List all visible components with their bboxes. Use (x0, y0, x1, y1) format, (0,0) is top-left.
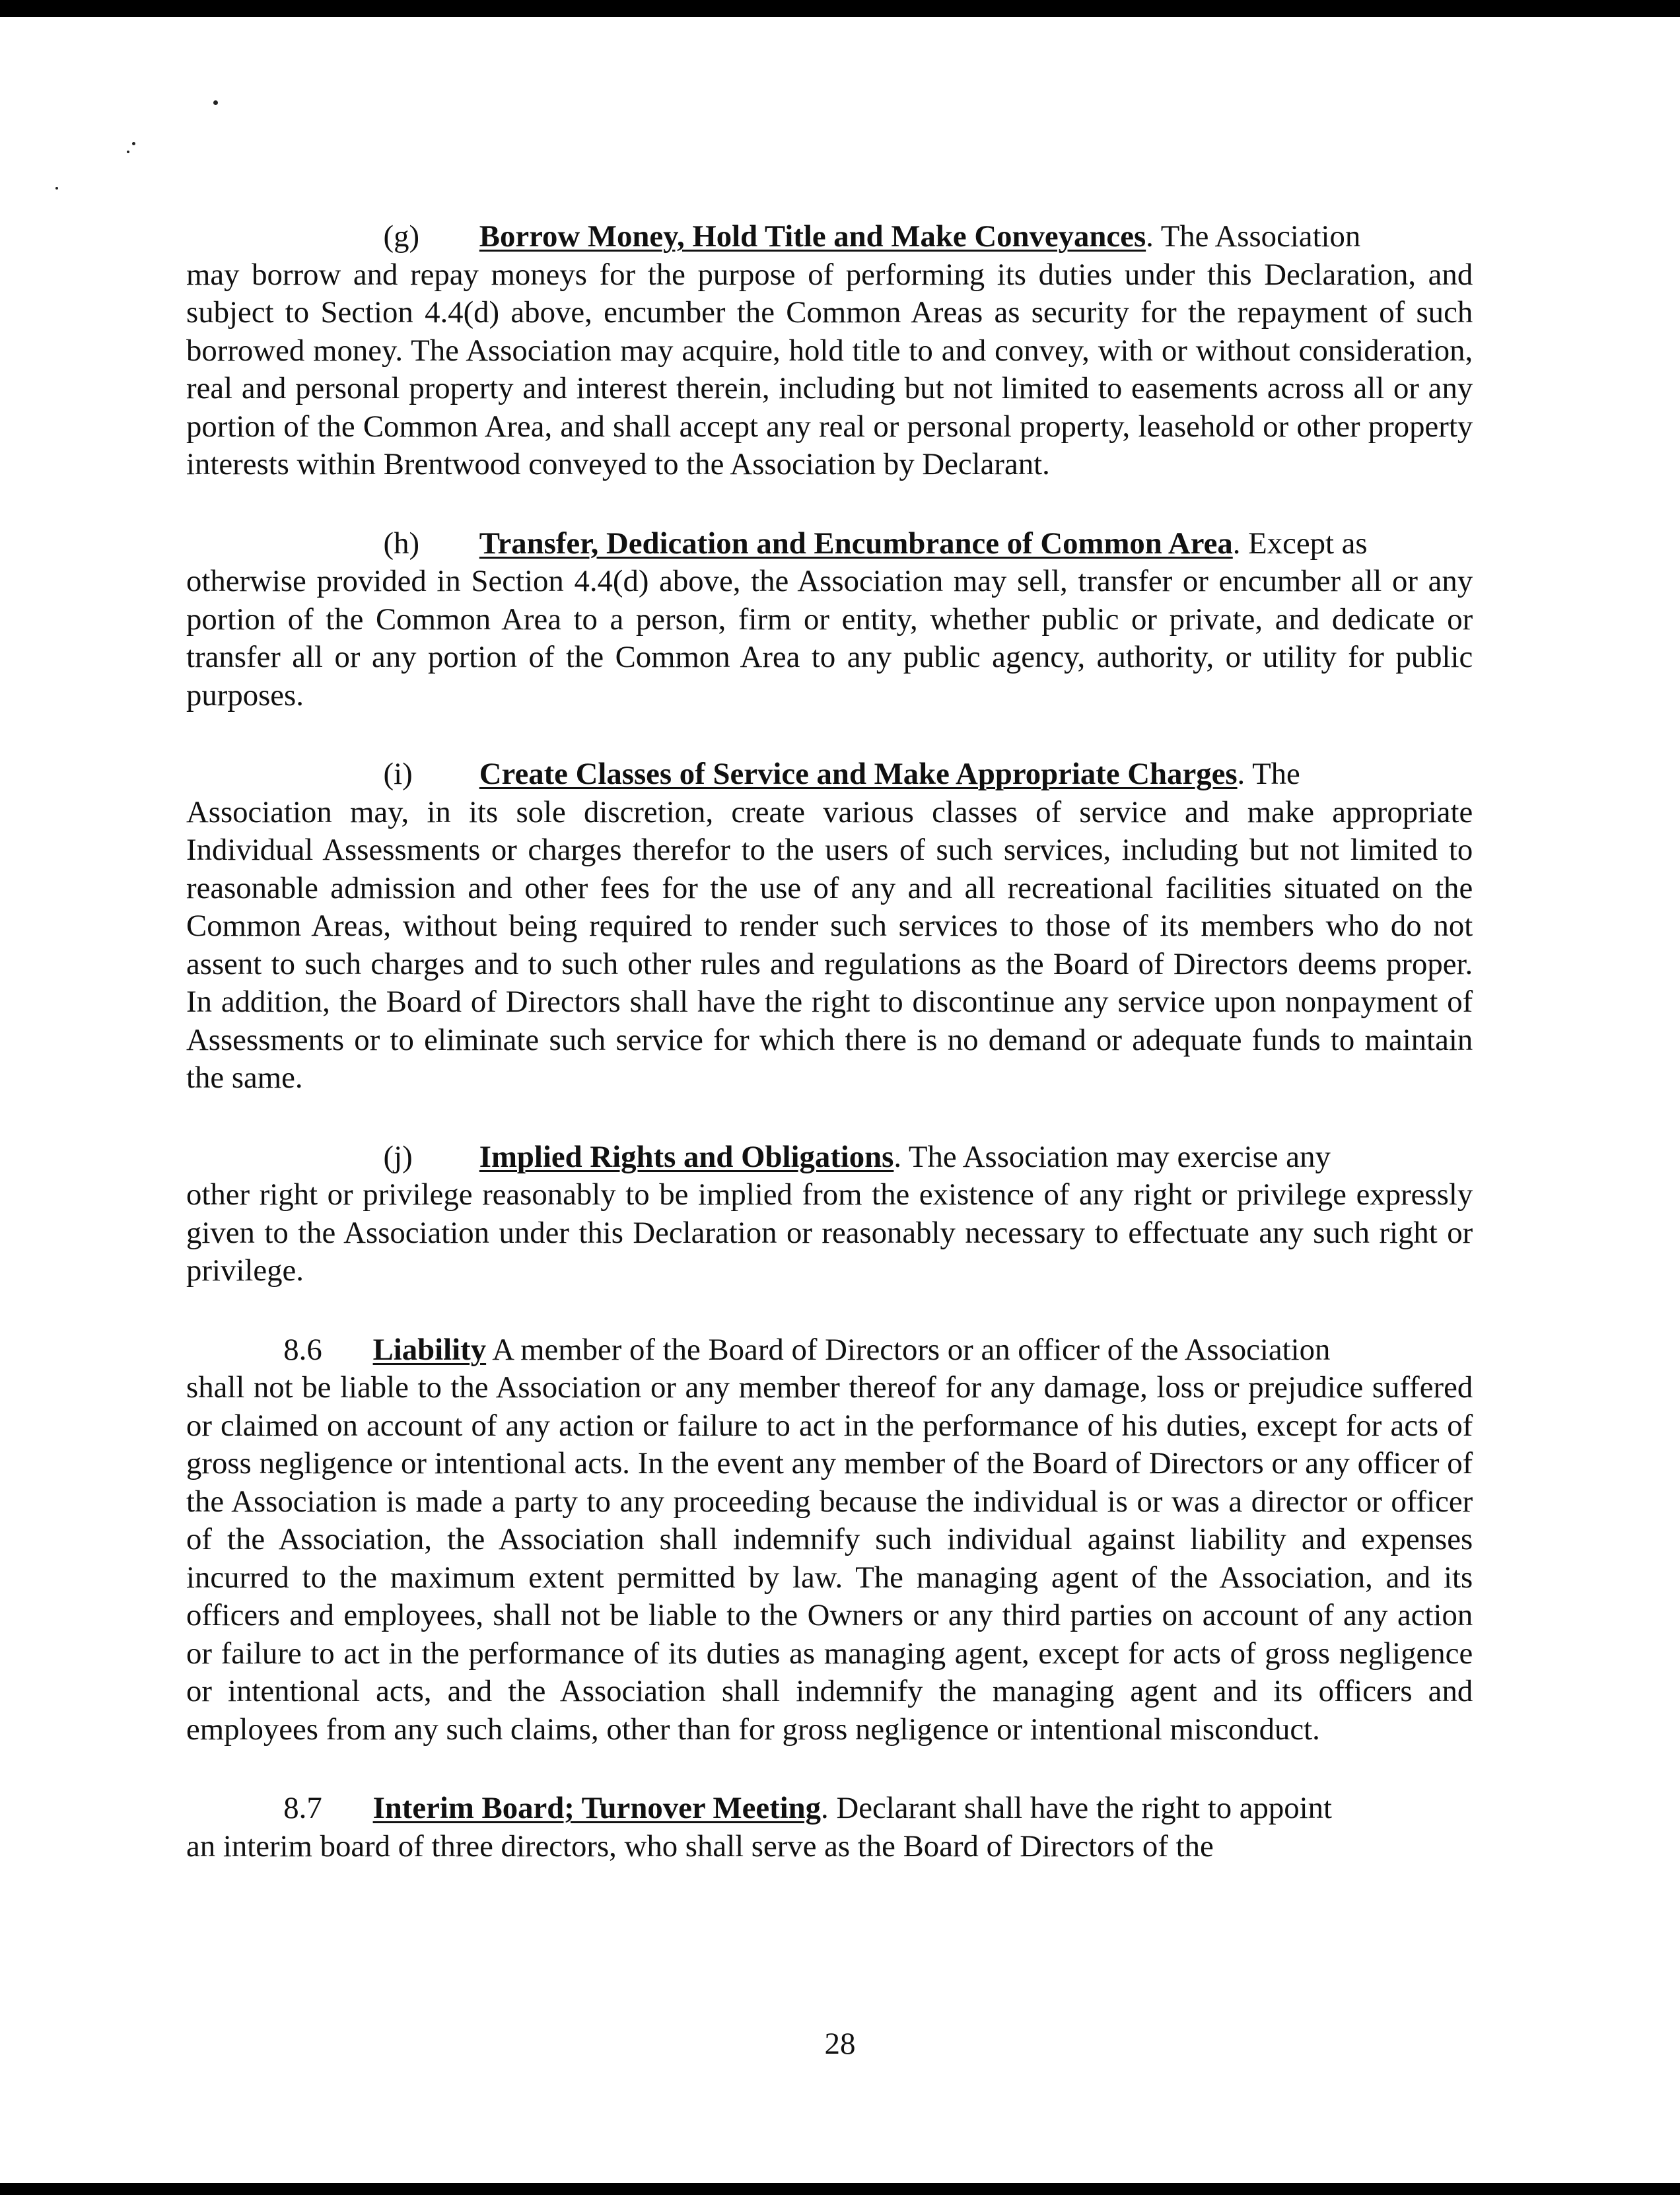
section-heading: Interim Board; Turnover Meeting (372, 1791, 822, 1825)
paragraph-lead: The (1252, 757, 1300, 791)
section-8-6 (186, 1331, 1473, 1749)
paragraph-heading: Create Classes of Service and Make Appropriate Charges (479, 757, 1238, 791)
paragraph-heading: Borrow Money, Hold Title and Make Conveyances (479, 219, 1146, 254)
scan-speck (127, 151, 129, 153)
paragraph-body: Association may, in its sole discretion, create various classes of service and make appropriate Individual Assessments or charges therefor to the users of such services, including but not limited to reasonable admission and other fees for the use of any and all recreational facilities situated on the Common Areas, without being required to render such services to those of its members who do not assent to such charges and to such other rules and regulations as the Board of Directors deems proper. In addition, the Board of Directors shall have the right to discontinue any service upon nonpayment of Assessments or to eliminate such service for which there is no demand or adequate funds to maintain the same. (186, 794, 1473, 1095)
paragraph-h (186, 525, 1473, 715)
document-page (186, 218, 1479, 1906)
heading-punct: . (1146, 219, 1154, 254)
paragraph-label: (h) (383, 526, 420, 561)
scan-border-top (0, 0, 1680, 17)
section-lead: A member of the Board of Directors or an officer of the Association (492, 1332, 1331, 1367)
page-number: 28 (824, 2027, 856, 2061)
paragraph-j (186, 1138, 1473, 1290)
paragraph-lead: The Association (1160, 219, 1361, 254)
paragraph-body: may borrow and repay moneys for the purpose of performing its duties under this Declaration, and subject to Section 4.4(d) above, encumber the Common Areas as security for the repayment of such borrowed money. The Association may acquire, hold title to and convey, with or without consideration, real and personal property and interest therein, including but not limited to easements across all or any portion of the Common Area, and shall accept any real or personal property, leasehold or other property interests within Brentwood conveyed to the Association by Declarant. (186, 257, 1473, 481)
section-8-7 (186, 1790, 1473, 1865)
paragraph-g (186, 218, 1473, 484)
heading-punct: . (893, 1139, 902, 1174)
scan-border-bottom (0, 2183, 1680, 2195)
paragraph-lead: Except as (1248, 526, 1368, 561)
paragraph-i (186, 755, 1473, 1098)
section-lead: Declarant shall have the right to appoint (836, 1791, 1333, 1825)
scan-speck (213, 100, 218, 105)
paragraph-body: other right or privilege reasonably to be implied from the existence of any right or privilege expressly given to the Association under this Declaration or reasonably necessary to effectuate any such right or privilege. (186, 1177, 1473, 1288)
paragraph-label: (g) (383, 219, 420, 254)
heading-punct: . (1237, 757, 1245, 791)
paragraph-label: (i) (383, 757, 413, 791)
paragraph-heading: Implied Rights and Obligations (479, 1139, 894, 1174)
section-label: 8.6 (283, 1332, 322, 1367)
scan-speck (132, 142, 135, 145)
section-heading: Liability (372, 1332, 487, 1367)
scan-speck (55, 187, 58, 190)
paragraph-lead: The Association may exercise any (908, 1139, 1331, 1174)
heading-punct: . (821, 1791, 829, 1825)
section-label: 8.7 (283, 1791, 322, 1825)
section-body: an interim board of three directors, who shall serve as the Board of Directors of the (186, 1829, 1214, 1864)
paragraph-body: otherwise provided in Section 4.4(d) above, the Association may sell, transfer or encumber all or any portion of the Common Area to a person, firm or entity, whether public or private, and dedicate or transfer all or any portion of the Common Area to any public agency, authority, or utility for public purposes. (186, 564, 1473, 713)
paragraph-label: (j) (383, 1139, 413, 1174)
section-body: shall not be liable to the Association or any member thereof for any damage, loss or prejudice suffered or claimed on account of any action or failure to act in the performance of his duties, except for acts of gross negligence or intentional acts. In the event any member of the Board of Directors or any officer of the Association is made a party to any proceeding because the individual is or was a director or officer of the Association, the Association shall indemnify such individual against liability and expenses incurred to the maximum extent permitted by law. The managing agent of the Association, and its officers and employees, shall not be liable to the Owners or any third parties on account of any action or failure to act in the performance of its duties as managing agent, except for acts of gross negligence or intentional acts, and the Association shall indemnify the managing agent and its officers and employees from any such claims, other than for gross negligence or intentional misconduct. (186, 1370, 1473, 1747)
heading-punct: . (1232, 526, 1241, 561)
paragraph-heading: Transfer, Dedication and Encumbrance of Common Area (479, 526, 1233, 561)
